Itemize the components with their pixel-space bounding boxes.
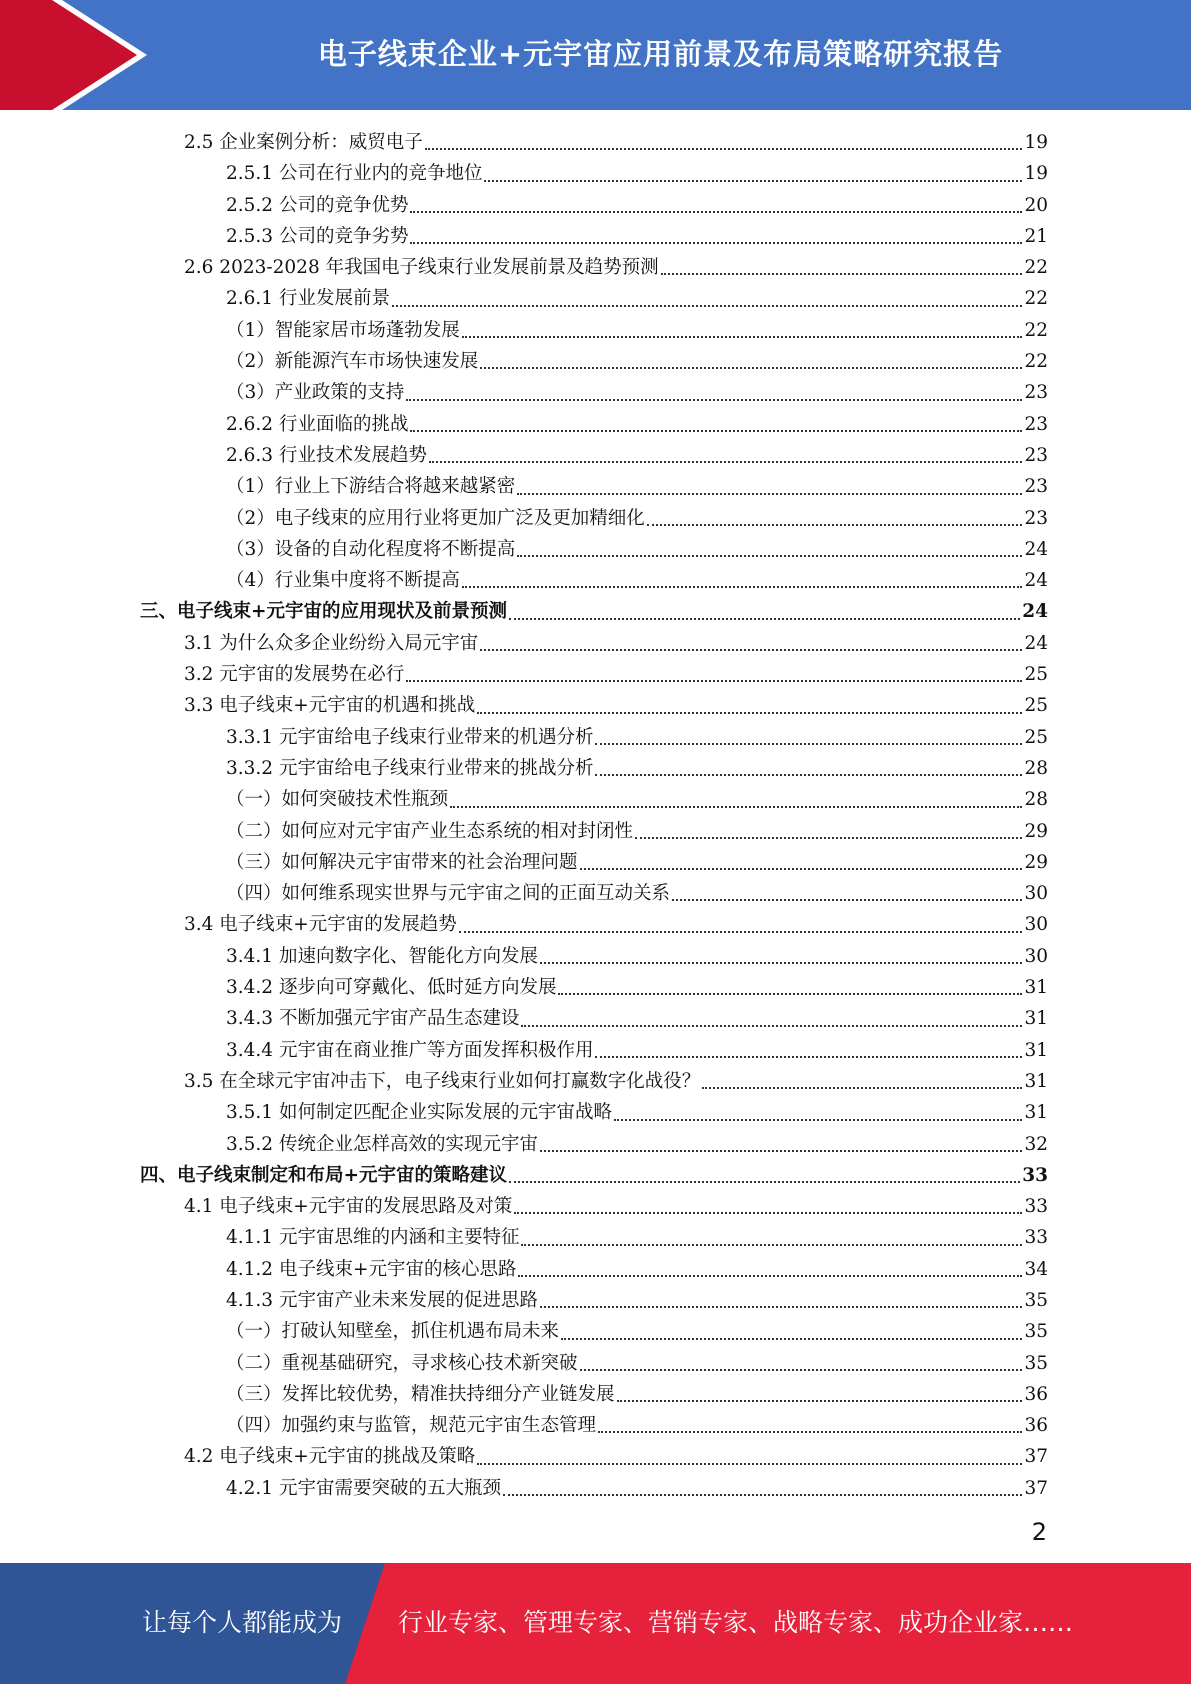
toc-entry[interactable] — [140, 816, 1048, 847]
toc-leader-dots — [518, 1275, 1022, 1277]
toc-leader-dots — [462, 336, 1023, 338]
toc-entry-page: 31 — [1024, 1102, 1048, 1124]
toc-entry-label: （4）行业集中度将不断提高 — [226, 570, 460, 592]
toc-entry[interactable] — [140, 221, 1048, 252]
toc-entry-page: 33 — [1022, 1164, 1048, 1186]
toc-entry-page: 19 — [1024, 163, 1048, 185]
toc-entry[interactable] — [140, 909, 1048, 940]
toc-leader-dots — [580, 868, 1023, 870]
toc-entry-label: 3.3.2 元宇宙给电子线束行业带来的挑战分析 — [226, 757, 594, 779]
toc-entry-page: 22 — [1024, 288, 1048, 310]
toc-entry-page: 35 — [1024, 1289, 1048, 1311]
toc-entry-page: 35 — [1024, 1321, 1048, 1343]
footer-slogan-left: 让每个人都能成为 — [142, 1608, 343, 1637]
toc-entry[interactable] — [140, 1066, 1048, 1097]
toc-entry-label: 2.5.1 公司在行业内的竞争地位 — [226, 163, 483, 185]
toc-entry-label: （3）设备的自动化程度将不断提高 — [226, 538, 516, 560]
toc-entry-label: 2.6 2023-2028 年我国电子线束行业发展前景及趋势预测 — [184, 257, 659, 279]
toc-entry[interactable] — [140, 1316, 1048, 1347]
toc-entry-page: 31 — [1024, 1039, 1048, 1061]
toc-leader-dots — [614, 1119, 1022, 1121]
toc-entry[interactable] — [140, 1191, 1048, 1222]
toc-entry[interactable] — [140, 252, 1048, 283]
toc-entry-label: 3.3.1 元宇宙给电子线束行业带来的机遇分析 — [226, 726, 594, 748]
toc-leader-dots — [558, 993, 1022, 995]
toc-entry[interactable] — [140, 1285, 1048, 1316]
toc-leader-dots — [540, 1306, 1022, 1308]
toc-entry-label: （三）如何解决元宇宙带来的社会治理问题 — [226, 851, 578, 873]
toc-entry[interactable] — [140, 503, 1048, 534]
toc-entry[interactable] — [140, 1222, 1048, 1253]
toc-entry[interactable] — [140, 1348, 1048, 1379]
toc-leader-dots — [595, 1056, 1022, 1058]
toc-entry[interactable] — [140, 847, 1048, 878]
toc-entry-page: 25 — [1024, 664, 1048, 686]
toc-leader-dots — [480, 649, 1022, 651]
toc-entry-page: 37 — [1024, 1477, 1048, 1499]
toc-leader-dots — [521, 1025, 1022, 1027]
toc-entry-label: 2.6.3 行业技术发展趋势 — [226, 444, 427, 466]
table-of-contents — [140, 127, 1048, 1504]
toc-entry[interactable] — [140, 659, 1048, 690]
toc-entry[interactable] — [140, 534, 1048, 565]
toc-entry-page: 30 — [1024, 914, 1048, 936]
toc-leader-dots — [509, 1181, 1020, 1183]
toc-entry[interactable] — [140, 565, 1048, 596]
toc-entry-label: 3.4.1 加速向数字化、智能化方向发展 — [226, 945, 538, 967]
toc-entry-page: 32 — [1024, 1133, 1048, 1155]
toc-entry[interactable] — [140, 753, 1048, 784]
toc-entry-page: 31 — [1024, 977, 1048, 999]
toc-entry[interactable] — [140, 784, 1048, 815]
toc-entry-page: 24 — [1022, 601, 1048, 623]
toc-entry-label: 3.5.1 如何制定匹配企业实际发展的元宇宙战略 — [226, 1102, 612, 1124]
toc-leader-dots — [617, 1400, 1023, 1402]
toc-entry-label: 三、电子线束+元宇宙的应用现状及前景预测 — [140, 601, 508, 623]
toc-entry-label: 4.2 电子线束+元宇宙的挑战及策略 — [184, 1446, 476, 1468]
toc-entry-page: 25 — [1024, 695, 1048, 717]
toc-entry-page: 22 — [1024, 319, 1048, 341]
toc-entry-page: 22 — [1024, 351, 1048, 373]
toc-entry[interactable] — [140, 1160, 1048, 1191]
toc-leader-dots — [540, 1150, 1022, 1152]
toc-entry-page: 22 — [1024, 257, 1048, 279]
toc-entry[interactable] — [140, 377, 1048, 408]
toc-leader-dots — [459, 931, 1023, 933]
toc-entry[interactable] — [140, 440, 1048, 471]
toc-entry-label: 3.4.3 不断加强元宇宙产品生态建设 — [226, 1008, 520, 1030]
toc-entry-page: 24 — [1024, 570, 1048, 592]
toc-entry-page: 36 — [1024, 1415, 1048, 1437]
toc-entry-page: 24 — [1024, 632, 1048, 654]
toc-leader-dots — [580, 1369, 1023, 1371]
toc-entry-label: 2.5.3 公司的竞争劣势 — [226, 225, 409, 247]
toc-leader-dots — [406, 399, 1022, 401]
toc-entry-label: 3.5 在全球元宇宙冲击下，电子线束行业如何打赢数字化战役？ — [184, 1070, 701, 1092]
toc-leader-dots — [406, 680, 1022, 682]
toc-entry-page: 37 — [1024, 1446, 1048, 1468]
toc-entry[interactable] — [140, 878, 1048, 909]
toc-entry-label: 4.2.1 元宇宙需要突破的五大瓶颈 — [226, 1477, 501, 1499]
footer-slogan-right: 行业专家、管理专家、营销专家、战略专家、成功企业家…… — [398, 1608, 1074, 1637]
toc-entry-label: 2.5 企业案例分析：威贸电子 — [184, 132, 423, 153]
toc-entry-page: 28 — [1024, 757, 1048, 779]
toc-entry-label: （四）如何维系现实世界与元宇宙之间的正面互动关系 — [226, 883, 671, 905]
toc-entry-label: 3.4.4 元宇宙在商业推广等方面发挥积极作用 — [226, 1039, 594, 1061]
toc-entry-page: 28 — [1024, 789, 1048, 811]
toc-leader-dots — [484, 180, 1022, 182]
toc-leader-dots — [450, 806, 1022, 808]
toc-entry-page: 23 — [1024, 476, 1048, 498]
toc-entry-page: 31 — [1024, 1008, 1048, 1030]
toc-entry-label: （1）智能家居市场蓬勃发展 — [226, 319, 460, 341]
toc-entry-page: 19 — [1024, 132, 1048, 153]
toc-leader-dots — [429, 461, 1022, 463]
toc-entry-page: 33 — [1024, 1196, 1048, 1218]
toc-leader-dots — [598, 1431, 1022, 1433]
page-number: 2 — [1031, 1518, 1047, 1546]
toc-entry-label: （二）如何应对元宇宙产业生态系统的相对封闭性 — [226, 820, 634, 842]
toc-entry[interactable] — [140, 1129, 1048, 1160]
toc-entry-page: 30 — [1024, 883, 1048, 905]
toc-entry[interactable] — [140, 722, 1048, 753]
toc-entry-label: （二）重视基础研究，寻求核心技术新突破 — [226, 1352, 578, 1374]
toc-leader-dots — [480, 367, 1022, 369]
toc-entry[interactable] — [140, 628, 1048, 659]
toc-entry-label: 3.2 元宇宙的发展势在必行 — [184, 664, 405, 686]
toc-entry-page: 33 — [1024, 1227, 1048, 1249]
toc-entry[interactable] — [140, 127, 1048, 158]
toc-leader-dots — [672, 899, 1022, 901]
toc-entry-page: 29 — [1024, 851, 1048, 873]
toc-leader-dots — [503, 1494, 1022, 1496]
toc-entry-page: 20 — [1024, 194, 1048, 216]
toc-entry-label: 3.5.2 传统企业怎样高效的实现元宇宙 — [226, 1133, 538, 1155]
toc-entry-page: 23 — [1024, 507, 1048, 529]
toc-leader-dots — [462, 586, 1023, 588]
toc-leader-dots — [595, 774, 1022, 776]
toc-leader-dots — [647, 524, 1023, 526]
toc-entry-label: 3.1 为什么众多企业纷纷入局元宇宙 — [184, 632, 479, 654]
toc-entry-label: 4.1.2 电子线束+元宇宙的核心思路 — [226, 1258, 517, 1280]
toc-leader-dots — [561, 1338, 1022, 1340]
toc-entry-page: 24 — [1024, 538, 1048, 560]
toc-leader-dots — [410, 211, 1022, 213]
toc-entry[interactable] — [140, 315, 1048, 346]
toc-entry[interactable] — [140, 409, 1048, 440]
toc-leader-dots — [702, 1087, 1022, 1089]
toc-leader-dots — [425, 148, 1023, 150]
toc-entry-label: （3）产业政策的支持 — [226, 382, 405, 404]
toc-entry-page: 36 — [1024, 1383, 1048, 1405]
toc-entry[interactable] — [140, 1097, 1048, 1128]
toc-entry[interactable] — [140, 1410, 1048, 1441]
toc-leader-dots — [540, 962, 1022, 964]
toc-entry-label: （一）打破认知壁垒，抓住机遇布局未来 — [226, 1321, 560, 1343]
toc-entry[interactable] — [140, 158, 1048, 189]
page-footer — [0, 1563, 1191, 1684]
toc-leader-dots — [595, 743, 1022, 745]
toc-entry-page: 29 — [1024, 820, 1048, 842]
toc-entry-label: 3.3 电子线束+元宇宙的机遇和挑战 — [184, 695, 476, 717]
toc-leader-dots — [661, 273, 1023, 275]
toc-leader-dots — [517, 555, 1022, 557]
toc-entry-label: 2.6.2 行业面临的挑战 — [226, 413, 409, 435]
toc-entry-label: （四）加强约束与监管，规范元宇宙生态管理 — [226, 1415, 597, 1437]
toc-entry[interactable] — [140, 1473, 1048, 1504]
toc-leader-dots — [509, 618, 1020, 620]
toc-leader-dots — [517, 493, 1022, 495]
toc-entry[interactable] — [140, 1379, 1048, 1410]
toc-entry[interactable] — [140, 690, 1048, 721]
toc-entry[interactable] — [140, 596, 1048, 627]
toc-entry[interactable] — [140, 972, 1048, 1003]
toc-leader-dots — [514, 1212, 1022, 1214]
toc-entry-label: 2.6.1 行业发展前景 — [226, 288, 390, 310]
toc-entry[interactable] — [140, 1035, 1048, 1066]
toc-entry-label: 4.1 电子线束+元宇宙的发展思路及对策 — [184, 1196, 513, 1218]
toc-entry-label: （三）发挥比较优势，精准扶持细分产业链发展 — [226, 1383, 615, 1405]
report-title: 电子线束企业+元宇宙应用前景及布局策略研究报告 — [317, 36, 1004, 71]
toc-entry-label: 4.1.1 元宇宙思维的内涵和主要特征 — [226, 1227, 520, 1249]
toc-entry[interactable] — [140, 1003, 1048, 1034]
toc-entry-label: 四、电子线束制定和布局+元宇宙的策略建议 — [140, 1164, 508, 1186]
toc-leader-dots — [635, 837, 1022, 839]
toc-entry[interactable] — [140, 1254, 1048, 1285]
toc-entry[interactable] — [140, 346, 1048, 377]
toc-entry-label: 4.1.3 元宇宙产业未来发展的促进思路 — [226, 1289, 538, 1311]
toc-entry-label: 3.4.2 逐步向可穿戴化、低时延方向发展 — [226, 977, 557, 999]
toc-entry-label: 2.5.2 公司的竞争优势 — [226, 194, 409, 216]
toc-leader-dots — [477, 712, 1022, 714]
toc-leader-dots — [521, 1244, 1022, 1246]
toc-entry[interactable] — [140, 1441, 1048, 1472]
toc-entry-page: 31 — [1024, 1070, 1048, 1092]
toc-entry-label: （1）行业上下游结合将越来越紧密 — [226, 476, 516, 498]
toc-entry-page: 21 — [1024, 225, 1048, 247]
page-header — [0, 0, 1191, 110]
toc-leader-dots — [392, 305, 1022, 307]
toc-entry-label: （一）如何突破技术性瓶颈 — [226, 789, 449, 811]
toc-entry[interactable] — [140, 941, 1048, 972]
toc-leader-dots — [410, 430, 1022, 432]
toc-leader-dots — [477, 1463, 1022, 1465]
toc-entry-page: 34 — [1024, 1258, 1048, 1280]
toc-entry[interactable] — [140, 283, 1048, 314]
toc-entry-label: （2）新能源汽车市场快速发展 — [226, 351, 479, 373]
toc-entry-page: 25 — [1024, 726, 1048, 748]
toc-leader-dots — [410, 242, 1022, 244]
toc-entry-label: 3.4 电子线束+元宇宙的发展趋势 — [184, 914, 457, 936]
toc-entry[interactable] — [140, 190, 1048, 221]
toc-entry-page: 23 — [1024, 413, 1048, 435]
toc-entry-page: 35 — [1024, 1352, 1048, 1374]
toc-entry[interactable] — [140, 471, 1048, 502]
toc-entry-label: （2）电子线束的应用行业将更加广泛及更加精细化 — [226, 507, 645, 529]
toc-entry-page: 23 — [1024, 444, 1048, 466]
toc-entry-page: 30 — [1024, 945, 1048, 967]
toc-entry-page: 23 — [1024, 382, 1048, 404]
